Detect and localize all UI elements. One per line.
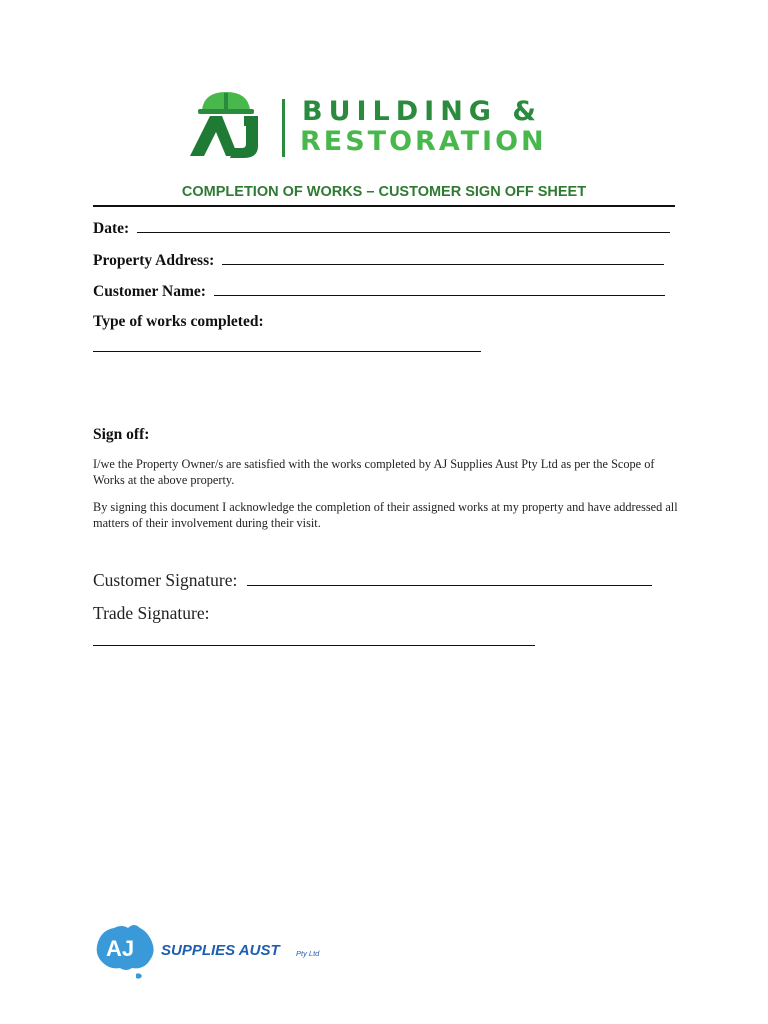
customer-name-field xyxy=(93,282,665,301)
footer-company-suffix: Pty Ltd xyxy=(296,949,320,958)
logo-divider xyxy=(282,99,285,157)
signoff-heading: Sign off: xyxy=(93,426,150,443)
customer-signature-label: Customer Signature: xyxy=(93,570,238,590)
property-address-label: Property Address: xyxy=(93,252,215,269)
trade-signature-label: Trade Signature: xyxy=(93,603,210,623)
type-of-works-field xyxy=(93,313,264,331)
svg-text:AJ: AJ xyxy=(106,936,135,961)
property-address-field xyxy=(93,251,664,270)
customer-signature-line[interactable] xyxy=(247,570,652,586)
customer-name-input-line[interactable] xyxy=(214,282,665,296)
date-field xyxy=(93,219,670,238)
logo-line-restoration: RESTORATION xyxy=(300,126,547,157)
trade-signature-field xyxy=(93,603,210,624)
customer-name-label: Customer Name: xyxy=(93,283,206,300)
signoff-paragraph-2: By signing this document I acknowledge the completion of their assigned works at my property and have addressed all matters of their involvement during their visit. xyxy=(93,500,678,530)
customer-signature-field xyxy=(93,570,652,591)
title-rule xyxy=(93,205,675,207)
signoff-paragraph-1: I/we the Property Owner/s are satisfied with the works completed by AJ Supplies Aust Pty Ltd as per the Scope of Works at the above property. xyxy=(93,457,655,487)
logo-line-building: BUILDING & xyxy=(302,96,542,127)
type-of-works-input-line[interactable] xyxy=(93,351,481,352)
trade-signature-line[interactable] xyxy=(93,645,535,646)
date-input-line[interactable] xyxy=(137,219,670,233)
footer-company-name: SUPPLIES AUST xyxy=(161,942,280,959)
type-of-works-label: Type of works completed: xyxy=(93,313,264,330)
sheet-title: COMPLETION OF WORKS – CUSTOMER SIGN OFF SHEET xyxy=(181,184,587,200)
aj-building-logo-icon xyxy=(188,90,272,160)
property-address-input-line[interactable] xyxy=(222,251,664,265)
date-label: Date: xyxy=(93,220,130,237)
aj-supplies-logo-icon xyxy=(92,920,158,982)
